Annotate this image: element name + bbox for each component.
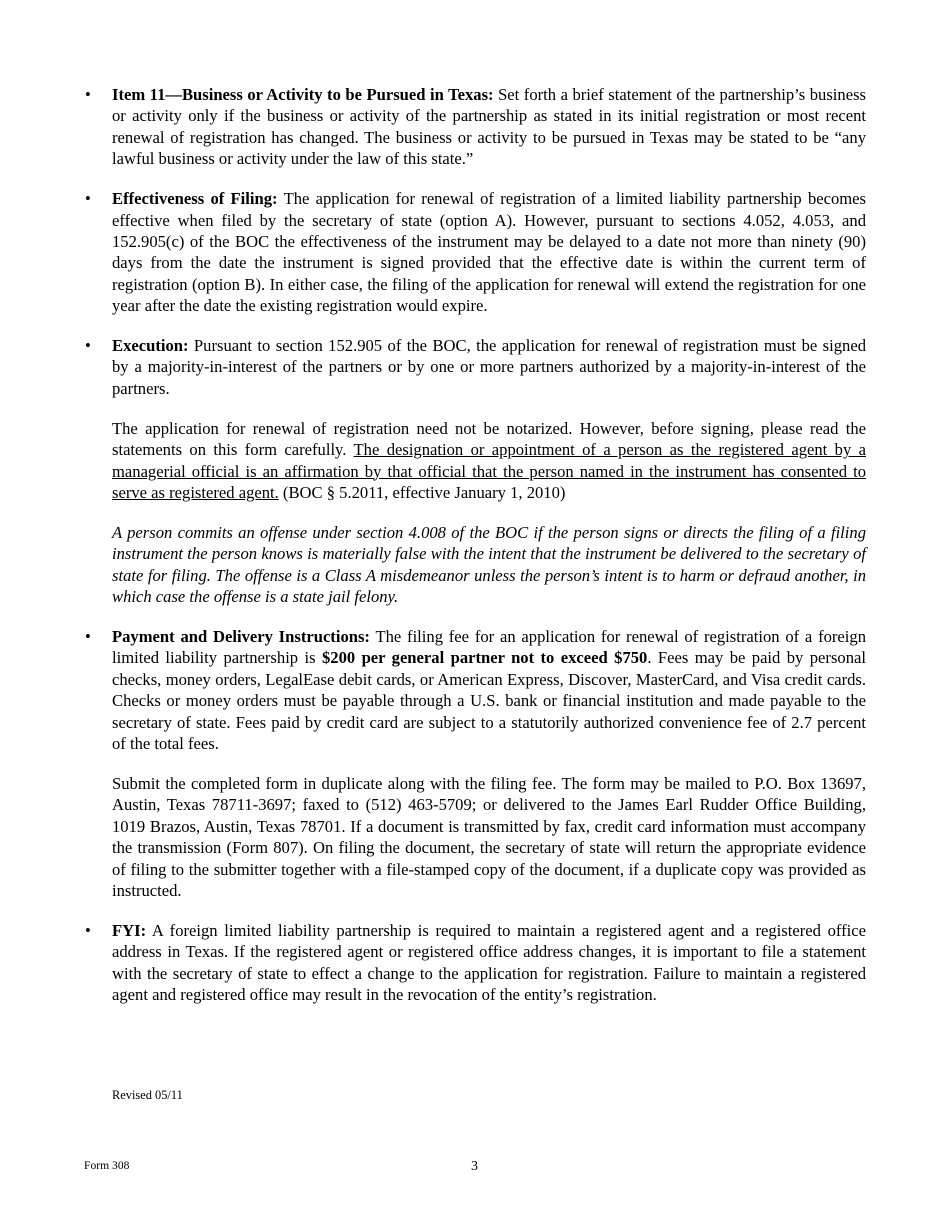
bullet-icon: •	[85, 85, 91, 104]
payment-text-before-fee: The filing fee for an application for renewal of registration of a foreign limited liability partnership is	[112, 627, 867, 668]
effectiveness-section	[85, 188, 867, 316]
fyi-section	[85, 920, 866, 1006]
execution-heading: Execution:	[112, 336, 189, 356]
submission-paragraph: Submit the completed form in duplicate along with the filing fee. The form may be mailed to P.O. Box 13697, Austin, Texas 78711-3697; faxed to (512) 463-5709; or delivered to the James Earl Rudder Office Building, 1019 Brazos, Austin, Texas 78701. If a document is transmitted by fax, credit card information must accompany the transmission (Form 807). On filing the document, the secretary of state will return the appropriate evidence of filing to the submitter together with a file-stamped copy of the document, if a duplicate copy was provided as instructed.	[112, 773, 866, 900]
effectiveness-heading: Effectiveness of Filing:	[112, 189, 278, 209]
registered-agent-affirmation: The designation or appointment of a person as the registered agent by a managerial official is an affirmation by that official that the person named in the instrument has consented to serve as registered agent.	[112, 440, 866, 502]
bullet-icon: •	[85, 189, 91, 209]
form-number: Form 308	[84, 1159, 130, 1172]
instructions-body	[85, 84, 867, 1024]
page-number: 3	[471, 1159, 478, 1174]
bullet-icon: •	[85, 920, 91, 940]
effectiveness-text: The application for renewal of registration of a limited liability partnership becomes effective when filed by the secretary of state (option A). However, pursuant to sections 4.052, 4.053, and 152.905(c) of the BOC the effectiveness of the instrument may be delayed to a date not more than ninety (90) days from the date the instrument is signed provided that the effective date is within the current term of registration (option B). In either case, the filing of the application for renewal will extend the registration for one year after the date the existing registration would expire.	[112, 189, 867, 316]
notary-text: The application for renewal of registration need not be notarized. However, before signing, please read the statements on this form carefully.	[112, 418, 866, 460]
offense-warning: A person commits an offense under section 4.008 of the BOC if the person signs or directs the filing of a filing instrument the person knows is materially false with the intent that the instrument be delivered to the secretary of state for filing. The offense is a Class A misdemeanor unless the person’s intent is to harm or defraud another, in which case the offense is a state jail felony.	[112, 522, 866, 607]
execution-text: Pursuant to section 152.905 of the BOC, the application for renewal of registration must be signed by a majority-in-interest of the partners or by one or more partners authorized by a majority-in-interest of the partners.	[112, 336, 866, 398]
item-11-section	[85, 84, 866, 170]
filing-fee: $200 per general partner not to exceed $750	[321, 648, 648, 668]
bullet-icon: •	[85, 336, 91, 356]
execution-section	[85, 335, 866, 399]
payment-heading: Payment and Delivery Instructions:	[112, 627, 370, 647]
notarization-paragraph	[112, 418, 866, 504]
item-11-heading: Item 11—Business or Activity to be Pursued in Texas:	[112, 85, 494, 104]
fyi-heading: FYI:	[112, 920, 147, 940]
bullet-icon: •	[85, 627, 91, 647]
boc-citation: (BOC § 5.2011, effective January 1, 2010)	[278, 483, 566, 502]
fyi-text: A foreign limited liability partnership is required to maintain a registered agent and a registered office address in Texas. If the registered agent or registered office address changes, it is important to file a statement with the secretary of state to effect a change to the application for registration. Failure to maintain a registered agent and registered office may result in the revocation of the entity’s registration.	[112, 920, 866, 1005]
item-11-text: Set forth a brief statement of the partnership’s business or activity only if the business or activity of the partnership as stated in its initial registration or most recent renewal of registration has changed. The business or activity to be pursued in Texas may be stated to be “any lawful business or activity under the law of this state.”	[112, 85, 866, 169]
revision-date: Revised 05/11	[112, 1088, 183, 1102]
payment-text-after-fee: . Fees may be paid by personal checks, money orders, LegalEase debit cards, or American Express, Discover, MasterCard, and Visa credit cards. Checks or money orders must be payable through a U.S. bank or financial institution and made payable to the secretary of state. Fees paid by credit card are subject to a statutorily authorized convenience fee of 2.7 percent of the total fees.	[112, 648, 866, 754]
payment-section	[85, 626, 867, 754]
